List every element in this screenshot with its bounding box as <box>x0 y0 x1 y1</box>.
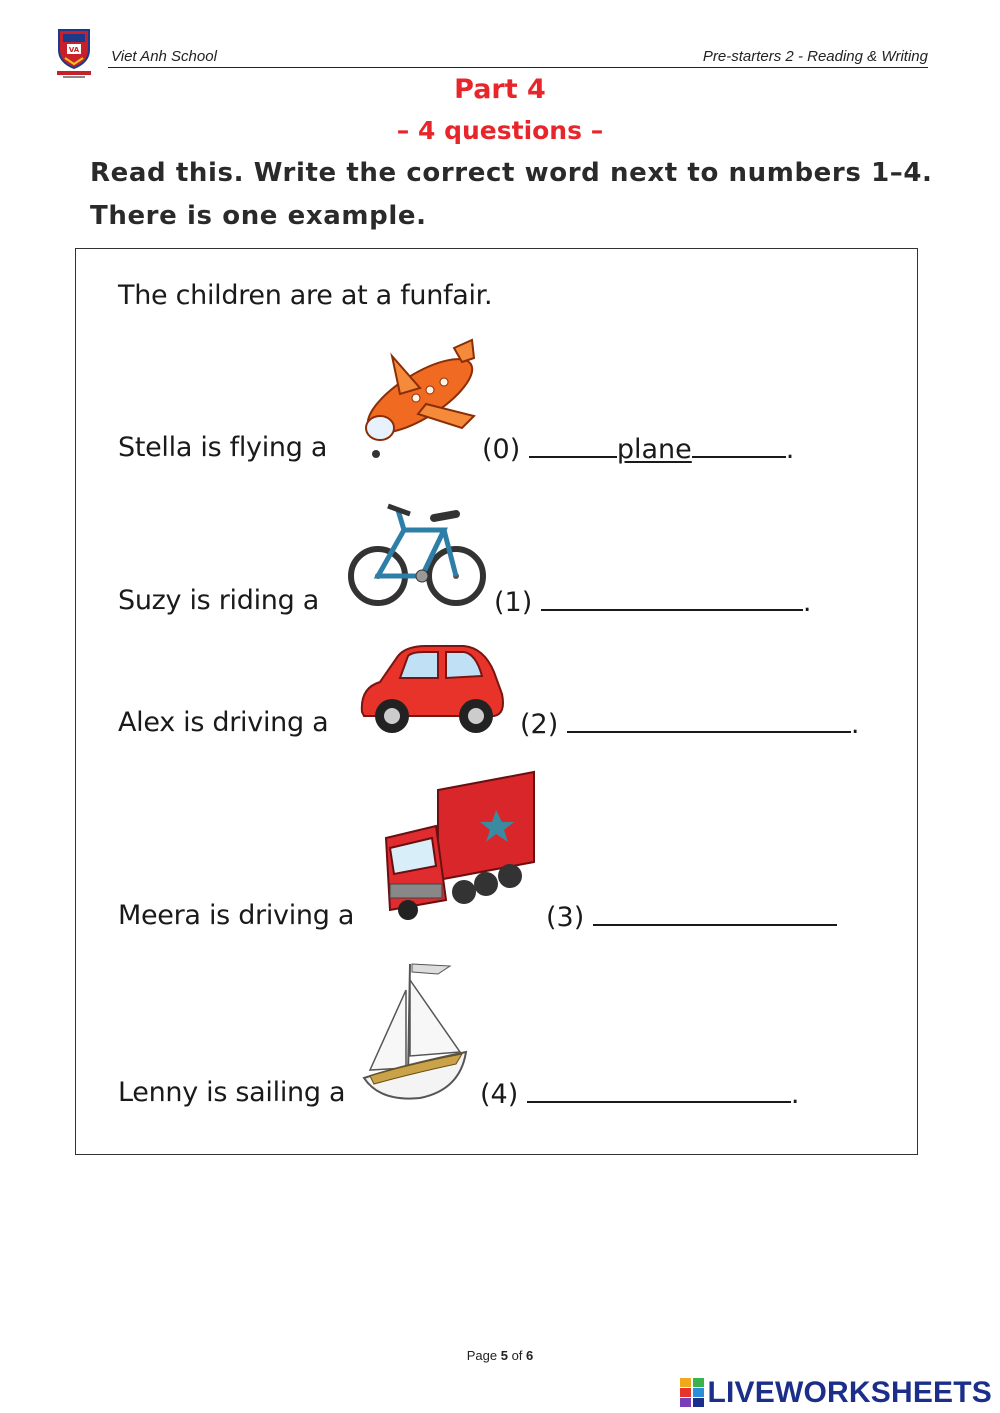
sentence-0: Stella is flying a <box>118 432 328 463</box>
answer-line-4 <box>480 1077 799 1110</box>
school-logo <box>55 28 93 80</box>
end-2: . <box>850 709 860 740</box>
page-number <box>0 1348 1000 1363</box>
sentence-2: Alex is driving a <box>118 707 329 738</box>
boat-icon <box>360 960 475 1114</box>
header-course-name: Pre-starters 2 - Reading & Writing <box>702 48 928 65</box>
part-subtitle: – 4 questions – <box>396 116 604 145</box>
story-intro: The children are at a funfair. <box>118 280 493 311</box>
blank-right-0 <box>692 432 786 458</box>
plane-icon <box>354 336 484 465</box>
instructions-line-2: There is one example. <box>90 201 427 231</box>
page-of: of <box>511 1348 523 1363</box>
svg-text:VA: VA <box>68 46 80 54</box>
instructions-line-1: Read this. Write the correct word next to numbers 1–4. <box>90 158 933 188</box>
liveworksheets-brand[interactable] <box>680 1376 993 1410</box>
answer-blank-3[interactable] <box>593 900 837 926</box>
header-school-name: Viet Anh School <box>111 48 217 65</box>
bicycle-icon <box>348 488 488 617</box>
liveworksheets-logo-icon <box>680 1378 704 1408</box>
end-4: . <box>790 1079 800 1110</box>
page-current: 5 <box>500 1348 508 1363</box>
part-title: Part 4 <box>454 74 546 105</box>
number-0: (0) <box>482 434 521 465</box>
answer-blank-1[interactable] <box>541 585 803 611</box>
answer-line-1 <box>494 585 811 618</box>
number-3: (3) <box>546 902 585 933</box>
end-1: . <box>802 587 812 618</box>
answer-blank-4[interactable] <box>527 1077 791 1103</box>
liveworksheets-wordmark: LIVEWORKSHEETS <box>707 1376 992 1409</box>
number-4: (4) <box>480 1079 519 1110</box>
answer-blank-2[interactable] <box>567 707 851 733</box>
end-0: . <box>785 434 795 465</box>
car-icon <box>354 642 509 741</box>
sentence-4: Lenny is sailing a <box>118 1077 346 1108</box>
answer-line-2 <box>520 707 859 740</box>
number-1: (1) <box>494 587 533 618</box>
answer-line-3 <box>546 900 837 933</box>
page-label: Page <box>466 1348 498 1363</box>
sentence-1: Suzy is riding a <box>118 585 319 616</box>
answer-line-0 <box>482 432 794 465</box>
example-answer: plane <box>616 434 692 465</box>
page-total: 6 <box>526 1348 534 1363</box>
sentence-3: Meera is driving a <box>118 900 355 931</box>
blank-left-0 <box>529 432 617 458</box>
header-divider <box>108 67 928 68</box>
truck-icon <box>378 770 538 929</box>
number-2: (2) <box>520 709 559 740</box>
